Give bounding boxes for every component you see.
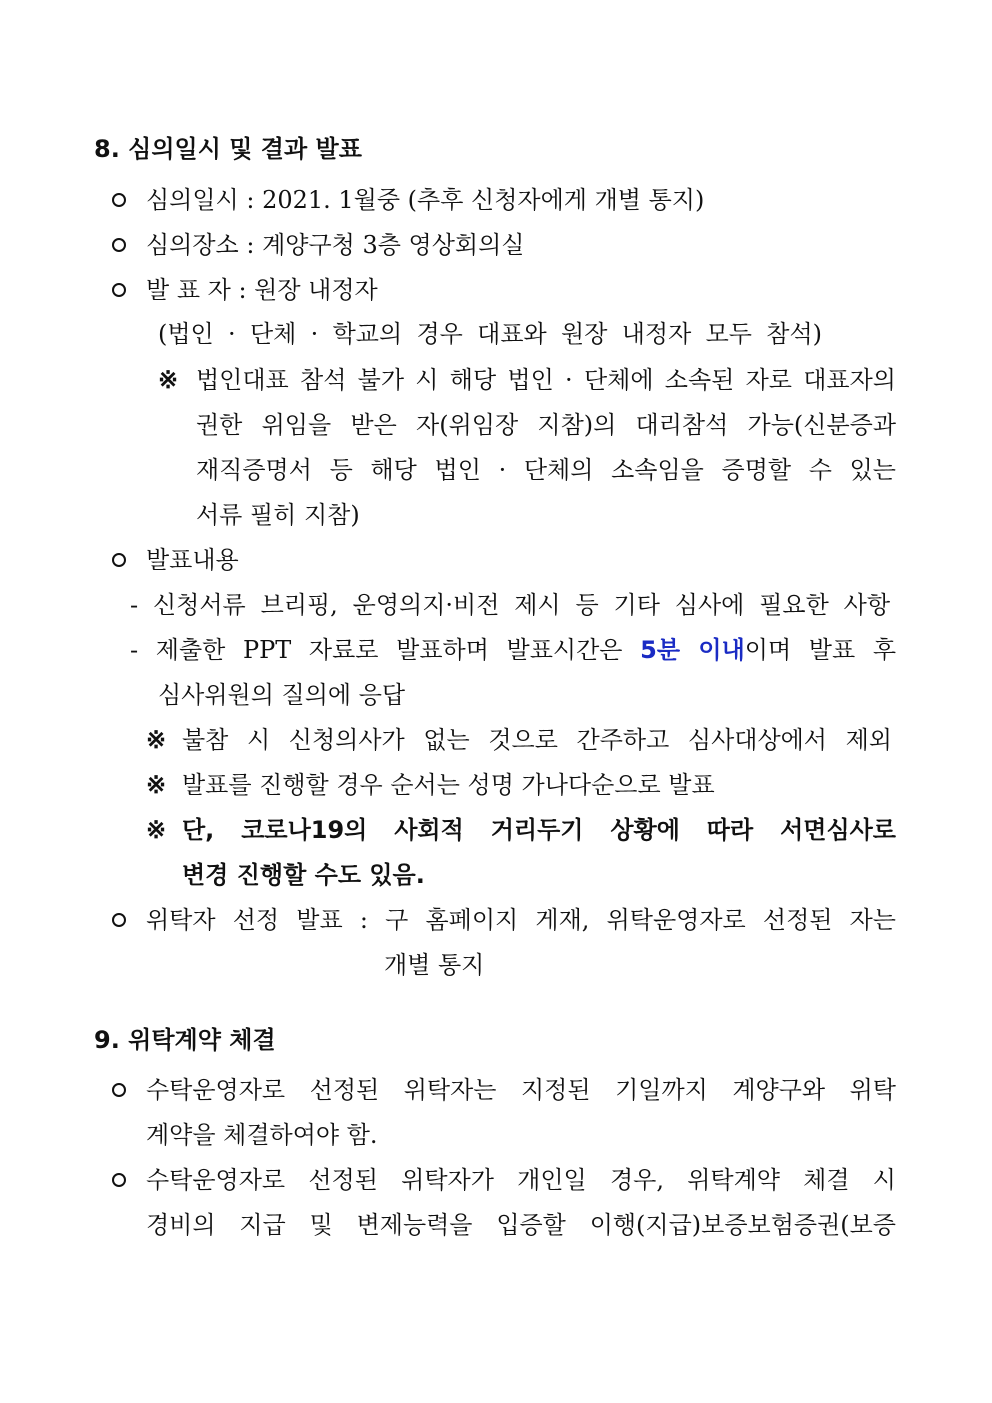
review-place: 심의장소 : 계양구청 3층 영상회의실 (146, 231, 525, 259)
proxy-line-1: 법인대표 참석 불가 시 해당 법인 · 단체에 소속된 자로 대표자의 (196, 366, 896, 394)
content-item-2 (130, 634, 896, 666)
section-9-heading: 9. 위탁계약 체결 (94, 1026, 276, 1054)
contract-item-2-line-1: 수탁운영자로 선정된 위탁자가 개인일 경우, 위탁계약 체결 시 (146, 1166, 896, 1194)
reference-mark-icon: ※ (146, 725, 167, 754)
content-item-2-pre: - 제출한 PPT 자료로 발표하며 발표시간은 (130, 636, 641, 664)
bullet-circle-icon (112, 238, 126, 252)
presenter-note: (법인 · 단체 · 학교의 경우 대표와 원장 내정자 모두 참석) (158, 320, 822, 348)
reference-mark-icon: ※ (146, 770, 167, 799)
content-item-2-post: 이며 발표 후 (744, 636, 896, 664)
contract-item-2-line-2: 경비의 지급 및 변제능력을 입증할 이행(지급)보증보험증권(보증 (146, 1211, 896, 1239)
selection-announcement: 위탁자 선정 발표 : 구 홈페이지 게재, 위탁운영자로 선정된 자는 (146, 906, 896, 934)
review-date: 심의일시 : 2021. 1월중 (추후 신청자에게 개별 통지) (146, 186, 705, 214)
note-covid-line-2: 변경 진행할 수도 있음. (182, 861, 425, 889)
content-item-1: - 신청서류 브리핑, 운영의지·비전 제시 등 기타 심사에 필요한 사항 (130, 591, 890, 619)
bullet-circle-icon (112, 283, 126, 297)
proxy-line-4: 서류 필히 지참) (196, 501, 360, 529)
contract-item-1-line-1: 수탁운영자로 선정된 위탁자는 지정된 기일까지 계양구와 위탁 (146, 1076, 896, 1104)
contract-item-1-line-2: 계약을 체결하여야 함. (146, 1121, 378, 1149)
reference-mark-icon: ※ (146, 815, 167, 844)
note-order: 발표를 진행할 경우 순서는 성명 가나다순으로 발표 (182, 771, 715, 799)
bullet-circle-icon (112, 913, 126, 927)
bullet-circle-icon (112, 553, 126, 567)
proxy-line-2: 권한 위임을 받은 자(위임장 지참)의 대리참석 가능(신분증과 (196, 411, 896, 439)
content-title: 발표내용 (146, 546, 239, 574)
selection-announcement-cont: 개별 통지 (384, 951, 485, 979)
proxy-line-3: 재직증명서 등 해당 법인 · 단체의 소속임을 증명할 수 있는 (196, 456, 896, 484)
bullet-circle-icon (112, 1173, 126, 1187)
reference-mark-icon: ※ (158, 365, 179, 394)
note-absence: 불참 시 신청의사가 없는 것으로 간주하고 심사대상에서 제외 (182, 726, 892, 754)
bullet-circle-icon (112, 193, 126, 207)
presenter: 발 표 자 : 원장 내정자 (146, 276, 378, 304)
note-covid-line-1: 단, 코로나19의 사회적 거리두기 상황에 따라 서면심사로 (182, 816, 896, 844)
bullet-circle-icon (112, 1083, 126, 1097)
time-limit-highlight: 5분 이내 (640, 636, 745, 664)
section-8-heading: 8. 심의일시 및 결과 발표 (94, 135, 362, 163)
content-item-2-cont: 심사위원의 질의에 응답 (158, 681, 406, 709)
